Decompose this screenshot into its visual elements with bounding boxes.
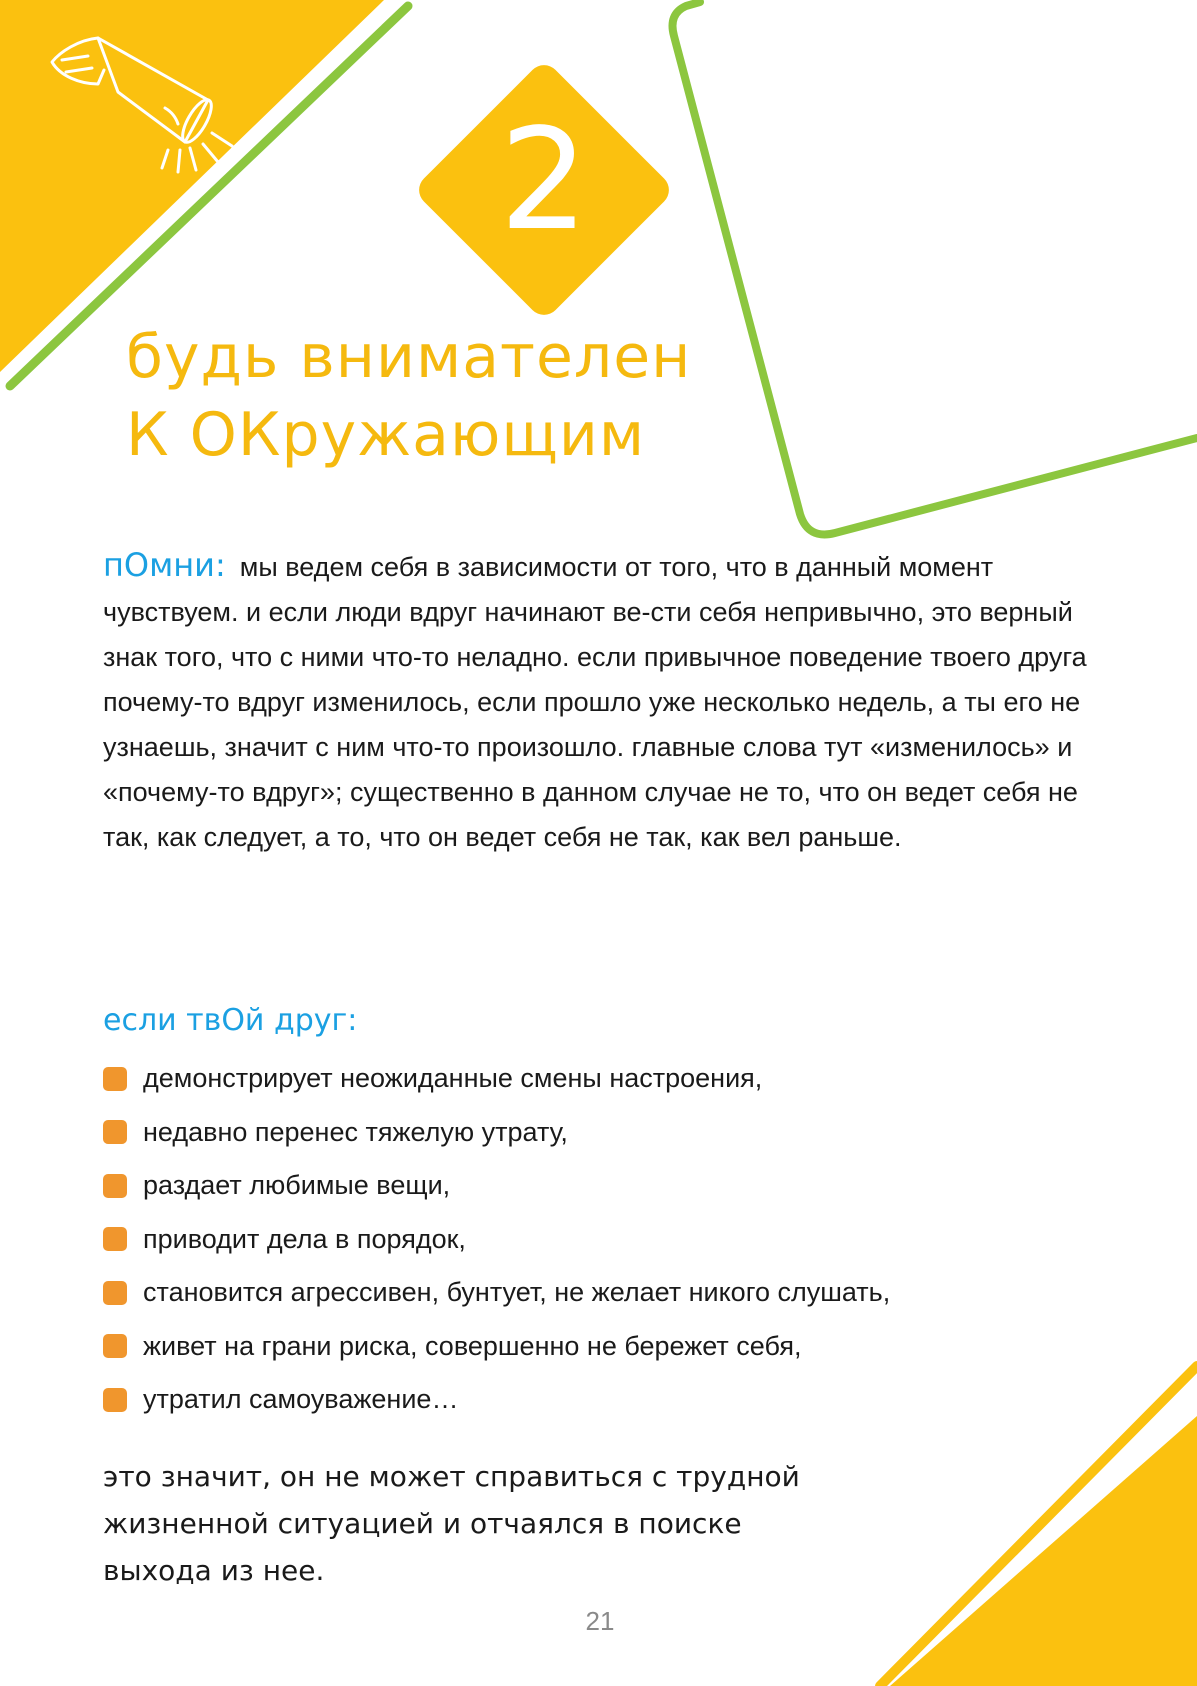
warning-signs-list bbox=[103, 1052, 890, 1427]
bullet-square bbox=[103, 1388, 127, 1412]
bullet-square bbox=[103, 1174, 127, 1198]
list-item: живет на грани риска, совершенно не бережет себя, bbox=[103, 1320, 890, 1374]
conclusion-line: это значит, он не может справиться с трудной bbox=[103, 1460, 800, 1493]
bullet-square bbox=[103, 1281, 127, 1305]
bullet-square bbox=[103, 1067, 127, 1091]
conclusion-paragraph bbox=[103, 1453, 903, 1594]
title-line-1: будь внимателен bbox=[126, 322, 692, 392]
conclusion-line: жизненной ситуацией и отчаялся в поиске bbox=[103, 1507, 742, 1540]
intro-text: мы ведем себя в зависимости от того, что в данный момент чувствуем. и если люди вдруг начинают ве-сти себя непривычно, это верный знак того, что с ними что-то неладно. если привычное поведение твоего друга почему-то вдруг изменилось, если прошло уже несколько недель, а ты его не узнаешь, значит с ним что-то произошло. главные слова тут «изменилось» и «почему-то вдруг»; существенно в данном случае не то, что он ведет себя не так, как следует, а то, что он ведет себя не так, как вел раньше. bbox=[103, 552, 1087, 852]
list-item: утратил самоуважение… bbox=[103, 1373, 890, 1427]
list-item: становится агрессивен, бунтует, не желает никого слушать, bbox=[103, 1266, 890, 1320]
bullet-square bbox=[103, 1334, 127, 1358]
list-item: раздает любимые вещи, bbox=[103, 1159, 890, 1213]
bullet-square bbox=[103, 1120, 127, 1144]
bottom-right-yellow-triangle bbox=[890, 1416, 1197, 1686]
bullet-square bbox=[103, 1227, 127, 1251]
conclusion-line: выхода из нее. bbox=[103, 1554, 325, 1587]
intro-paragraph bbox=[103, 543, 1093, 860]
page-title bbox=[126, 318, 691, 474]
list-item: приводит дела в порядок, bbox=[103, 1213, 890, 1267]
title-line-2: К ОКружающим bbox=[126, 400, 646, 470]
list-heading: если твОй друг: bbox=[103, 1003, 358, 1038]
list-item: демонстрирует неожиданные смены настроения, bbox=[103, 1052, 890, 1106]
intro-label: пОмни: bbox=[103, 546, 226, 584]
top-right-green-frame bbox=[673, 2, 1197, 534]
section-number: 2 bbox=[499, 99, 589, 262]
page-number: 21 bbox=[585, 1606, 615, 1636]
list-item: недавно перенес тяжелую утрату, bbox=[103, 1106, 890, 1160]
